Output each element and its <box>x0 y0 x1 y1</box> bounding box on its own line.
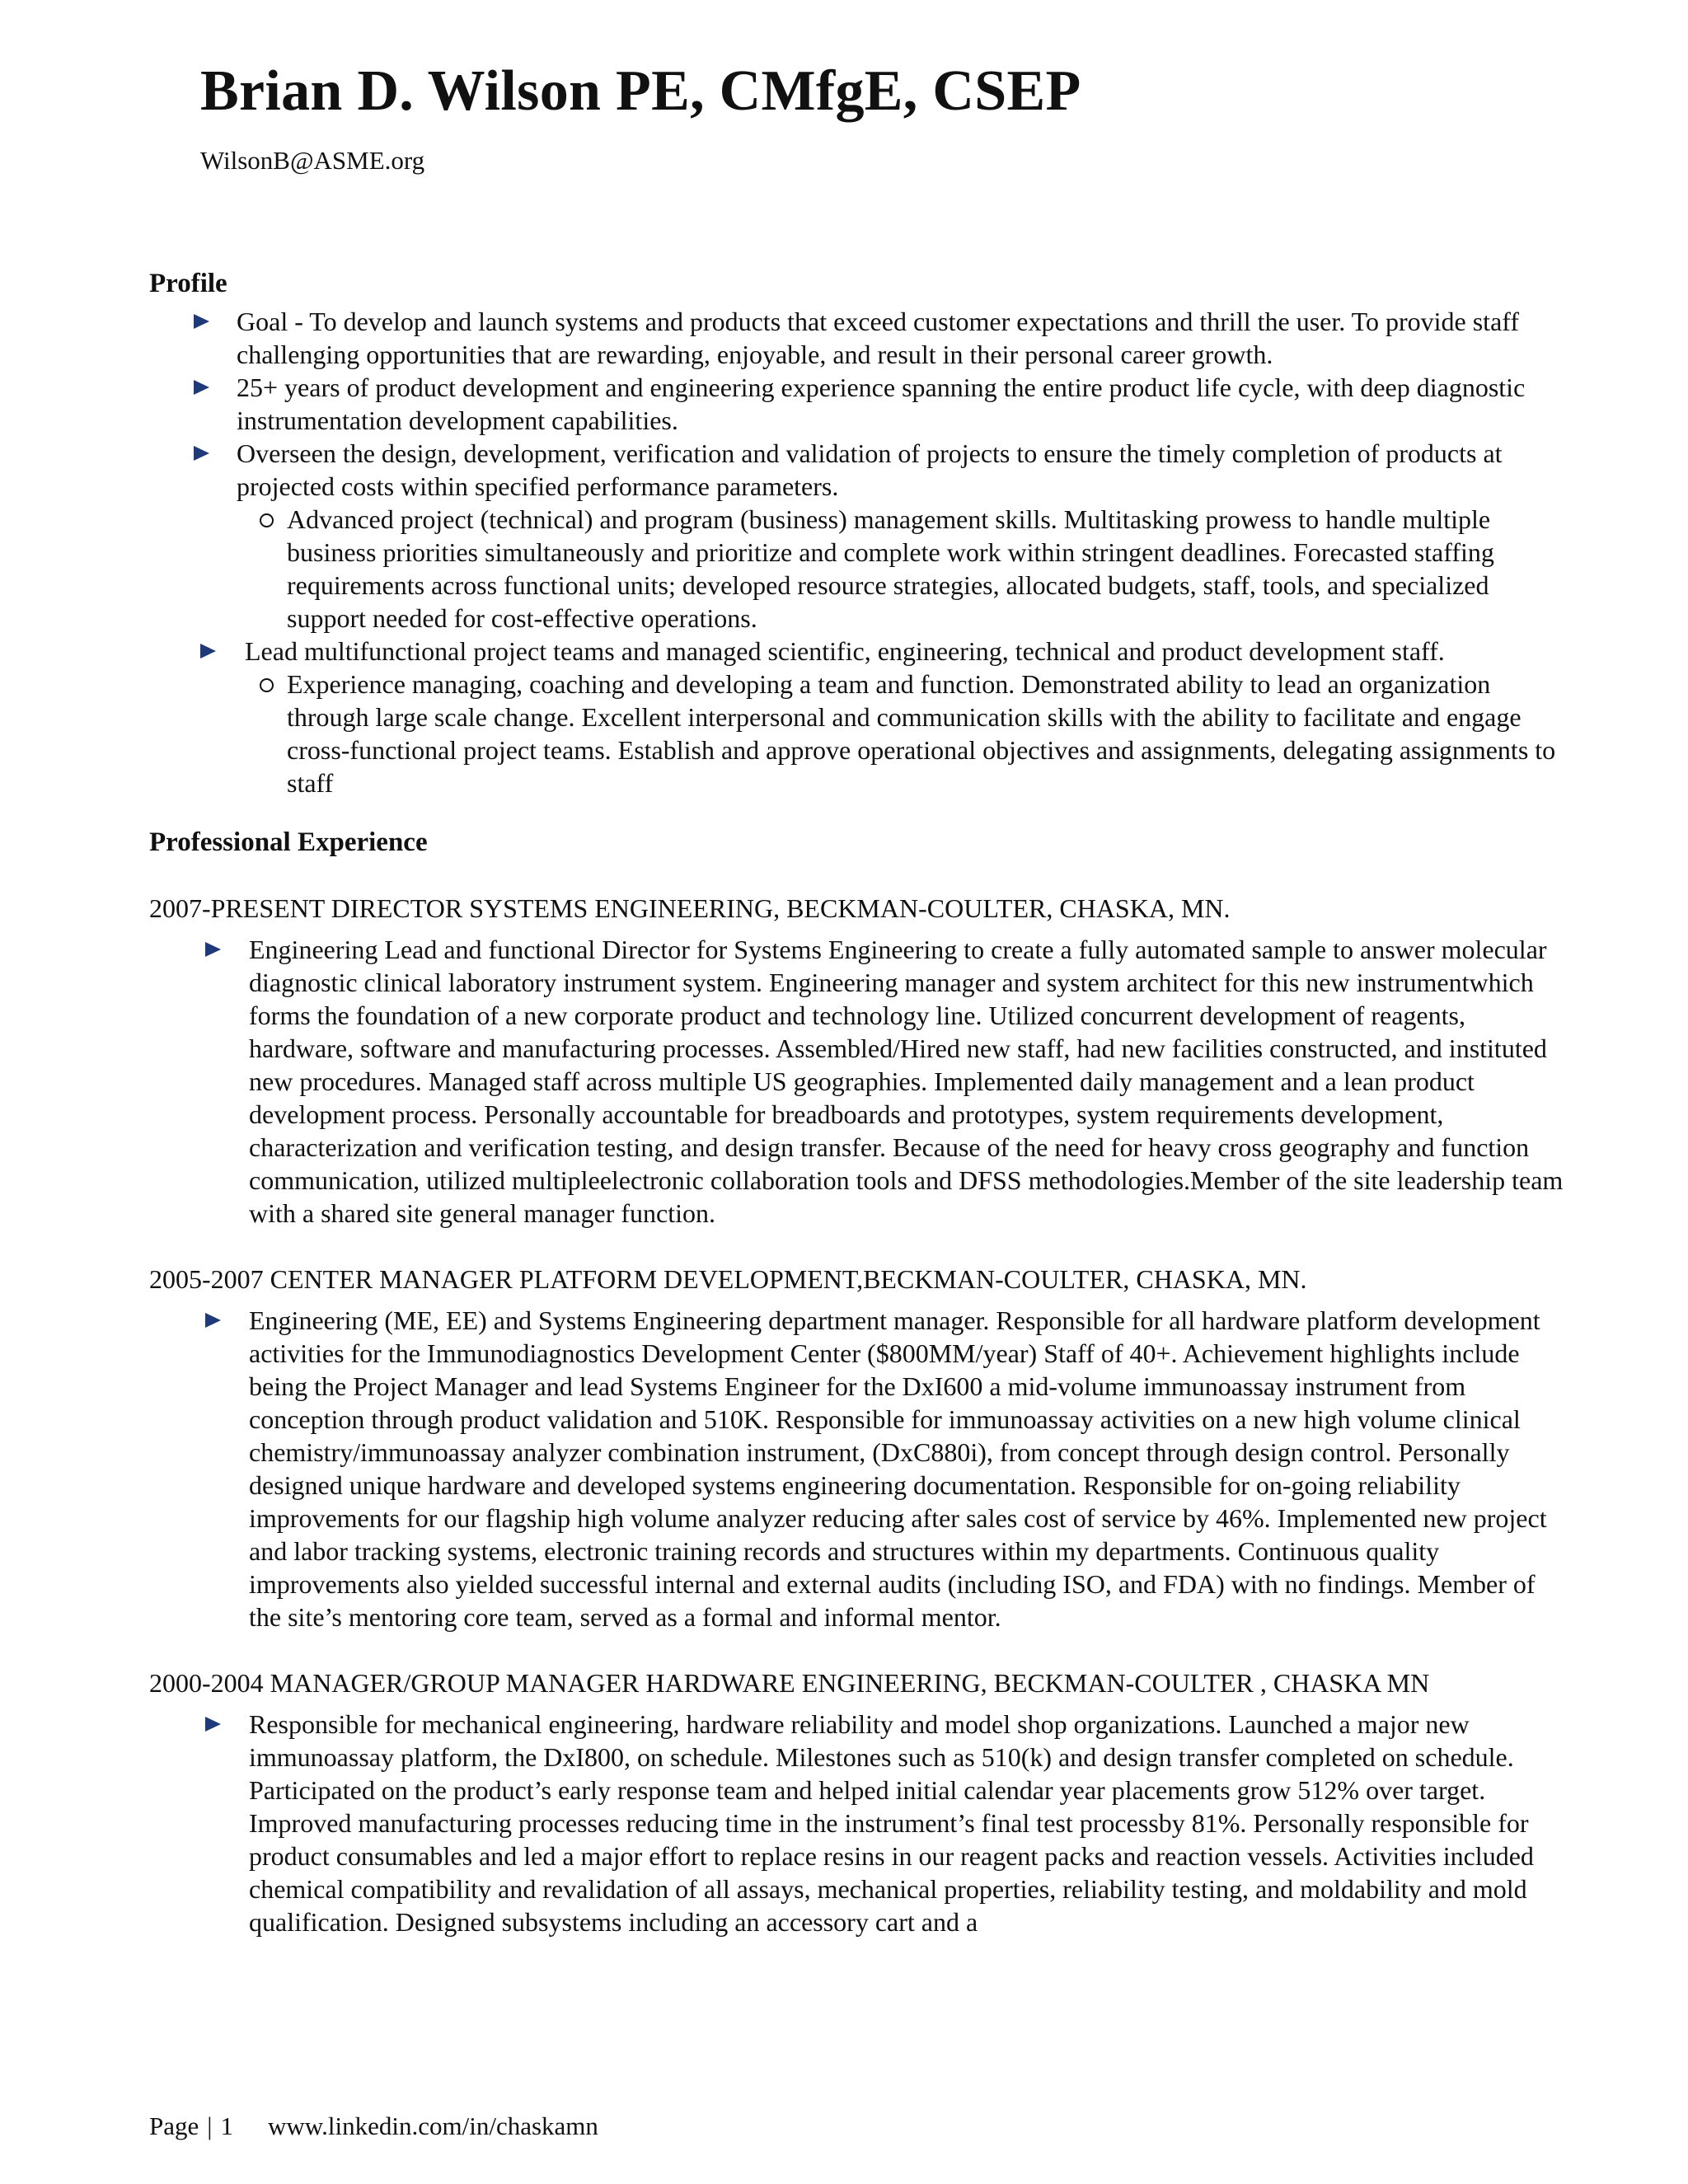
profile-bullet <box>149 305 1567 371</box>
triangle-bullet-icon <box>205 942 221 957</box>
profile-bullet-text: Overseen the design, development, verification and validation of projects to ensure the timely completion of products at projected costs within specified performance parameters. <box>237 438 1503 501</box>
page-number: 1 <box>220 2111 233 2140</box>
job-entry <box>149 892 1567 1230</box>
profile-bullet <box>149 371 1567 437</box>
triangle-bullet-icon <box>205 1717 221 1732</box>
candidate-name: Brian D. Wilson PE, CMfgE, CSEP <box>200 59 1081 123</box>
profile-bullet <box>149 635 1567 668</box>
job-bullets <box>149 1304 1567 1633</box>
job-bullets <box>149 933 1567 1230</box>
circle-bullet-icon <box>260 678 274 692</box>
job-bullets <box>149 1708 1567 1938</box>
profile-bullet-text: 25+ years of product development and engineering experience spanning the entire product life cycle, with deep diagnostic instrumentation development capabilities. <box>237 373 1526 435</box>
footer-separator: | <box>207 2111 213 2140</box>
job-entry <box>149 1263 1567 1633</box>
job-description-text: Engineering (ME, EE) and Systems Engineering department manager. Responsible for all hardware platform development activities for the Immunodiagnostics Development Center ($800MM/year) Staff of 40+. Achievement highlights include being the Project Manager and lead Systems Engineer for the DxI600 a mid-volume immunoassay instrument from conception through product validation and 510K. Responsible for immunoassay activities on a new high volume clinical chemistry/immunoassay analyzer combination instrument, (DxC880i), from concept through design control. Personally designed unique hardware and developed systems engineering documentation. Responsible for on-going reliability improvements for our flagship high volume analyzer reducing after sales cost of service by 46%. Implemented new project and labor tracking systems, electronic training records and structures within my departments. Continuous quality improvements also yielded successful internal and external audits (including ISO, and FDA) with no findings. Member of the site’s mentoring core team, served as a formal and informal mentor. <box>249 1305 1547 1632</box>
job-description <box>149 933 1567 1230</box>
profile-bullet <box>149 437 1567 503</box>
resume-content <box>149 267 1567 1938</box>
profile-sub-bullet <box>149 503 1567 635</box>
profile-list <box>149 305 1567 799</box>
profile-heading: Profile <box>149 269 227 298</box>
page-label: Page <box>149 2111 199 2140</box>
triangle-bullet-icon <box>194 380 209 395</box>
profile-sub-bullet-text: Experience managing, coaching and developing a team and function. Demonstrated ability to lead an organization through large scale change. Excellent interpersonal and communication skills with the ability to facilitate and engage cross-functional project teams. Establish and approve operational objectives and assignments, delegating assignments to staff <box>287 669 1556 798</box>
profile-bullet-text: Goal - To develop and launch systems and products that exceed customer expectations and thrill the user. To provide staff challenging opportunities that are rewarding, enjoyable, and result in their personal career growth. <box>237 307 1519 369</box>
triangle-bullet-icon <box>194 446 209 461</box>
job-description <box>149 1708 1567 1938</box>
triangle-bullet-icon <box>205 1313 221 1328</box>
profile-bullet-text: Lead multifunctional project teams and managed scientific, engineering, technical and product development staff. <box>245 636 1445 666</box>
job-entry <box>149 1666 1567 1938</box>
experience-heading: Professional Experience <box>149 827 428 857</box>
triangle-bullet-icon <box>194 314 209 329</box>
profile-sub-bullet <box>149 668 1567 799</box>
page-footer <box>149 2110 598 2143</box>
job-description-text: Engineering Lead and functional Director for Systems Engineering to create a fully automated sample to answer molecular diagnostic clinical laboratory instrument system. Engineering manager and system architect for this new instrumentwhich forms the foundation of a new corporate product and technology line. Utilized concurrent development of reagents, hardware, software and manufacturing processes. Assembled/Hired new staff, had new facilities constructed, and instituted new procedures. Managed staff across multiple US geographies. Implemented daily management and a lean product development process. Personally accountable for breadboards and prototypes, system requirements development, characterization and verification testing, and design transfer. Because of the need for heavy cross geography and function communication, utilized multipleelectronic collaboration tools and DFSS methodologies.Member of the site leadership team with a shared site general manager function. <box>249 935 1564 1228</box>
job-title: 2005-2007 CENTER MANAGER PLATFORM DEVELOPMENT,BECKMAN-COULTER, CHASKA, MN. <box>149 1264 1307 1294</box>
circle-bullet-icon <box>260 513 274 527</box>
job-title: 2007-PRESENT DIRECTOR SYSTEMS ENGINEERING, BECKMAN-COULTER, CHASKA, MN. <box>149 893 1231 923</box>
job-description-text: Responsible for mechanical engineering, hardware reliability and model shop organizations. Launched a major new immunoassay platform, the DxI800, on schedule. Milestones such as 510(k) and design transfer completed on schedule. Participated on the product’s early response team and helped initial calendar year placements grow 512% over target. Improved manufacturing processes reducing time in the instrument’s final test processby 81%. Personally responsible for product consumables and led a major effort to replace resins in our reagent packs and reaction vessels. Activities included chemical compatibility and revalidation of all assays, mechanical properties, reliability testing, and moldability and mold qualification. Designed subsystems including an accessory cart and a <box>249 1709 1534 1937</box>
job-title: 2000-2004 MANAGER/GROUP MANAGER HARDWARE ENGINEERING, BECKMAN-COULTER , CHASKA MN <box>149 1668 1430 1698</box>
email-address: WilsonB@ASME.org <box>200 146 425 175</box>
linkedin-url: www.linkedin.com/in/chaskamn <box>267 2111 598 2140</box>
triangle-bullet-icon <box>200 644 216 658</box>
profile-sub-bullet-text: Advanced project (technical) and program (business) management skills. Multitasking prowess to handle multiple business priorities simultaneously and prioritize and complete work within stringent deadlines. Forecasted staffing requirements across functional units; developed resource strategies, allocated budgets, staff, tools, and specialized support needed for cost-effective operations. <box>287 504 1494 633</box>
job-description <box>149 1304 1567 1633</box>
